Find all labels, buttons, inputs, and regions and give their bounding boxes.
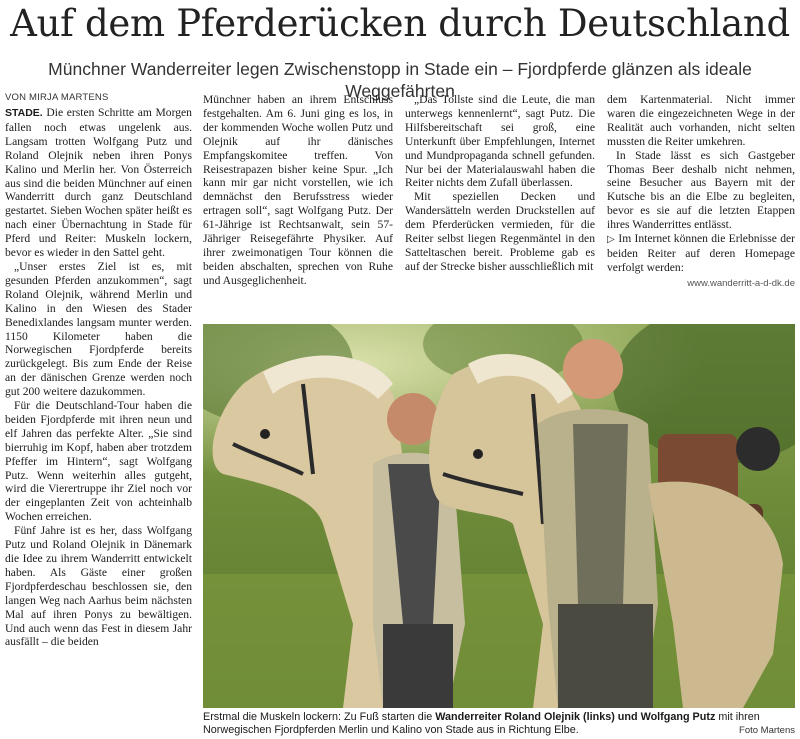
paragraph: Für die Deutschland-Tour haben die beiden Fjordpferde mit ihren neun und elf Jahren das perfekte Alter. „Sie sind bierruhig im Kopf, haben aber trotzdem Pfeffer im Hintern“, sagt Wolfgang Putz. Wenn weiterhin alles gutgeht, wird die Vierertruppe ihr Ziel noch vor der eingeplanten Zeit von achteinhalb Wochen erreichen.	[5, 399, 192, 524]
paragraph: In Stade lässt es sich Gastgeber Thomas Beer deshalb nicht nehmen, seine Besucher aus Bayern mit der Kutsche bis an die Elbe zu begleiten, bevor es sie auf die letzten Etappen ihres Wanderrittes entlässt.	[607, 148, 795, 232]
column-1	[5, 106, 192, 736]
caption-names: Wanderreiter Roland Olejnik (links) und Wolfgang Putz	[435, 711, 716, 723]
photo-caption	[203, 711, 795, 737]
byline: VON MIRJA MARTENS	[5, 92, 109, 103]
paragraph: dem Kartenmaterial. Nicht immer waren die eingezeichneten Wege in der Realität auch vorhanden, nicht selten mussten die Reiter umkehren.	[607, 93, 795, 148]
paragraph: Mit speziellen Decken und Wandersätteln werden Druckstellen auf dem Pferderücken vermieden, für die Reiter selbst liegen Regenmäntel in den Satteltaschen bereit. Probleme gab es auf der Strecke bisher ausschließlich mit	[405, 190, 595, 273]
paragraph	[5, 106, 192, 260]
dateline: STADE.	[5, 107, 43, 119]
column-4	[607, 93, 795, 318]
photo-credit: Foto Martens	[739, 725, 795, 736]
paragraph-text: Die ersten Schritte am Morgen fallen noch etwas ungelenk aus. Langsam trotten Wolfgang Putz und Roland Olejnik neben ihren Ponys Kalino und Merlin her. Von Österreich aus sind die beiden Münchner auf einen Wanderritt durch ganz Deutschland gestartet. Sieben Wochen später heißt es nach einer Übernachtung in Stade für Pferd und Reiter: Muskeln lockern, bevor es wieder in den Sattel geht.	[5, 106, 192, 260]
caption-tail: mit ihren Norwegischen Fjordpferden Merlin und Kalino von Stade aus in Richtung Elbe.	[203, 711, 760, 736]
column-2	[203, 93, 393, 318]
paragraph: Münchner haben an ihrem Entschluss festgehalten. Am 6. Juni ging es los, in der kommenden Woche wollen Putz und Olejnik auf ihr dänisches Empfangskomitee treffen. Von Reisestrapazen bisher keine Spur. „Ich kann mir gar nicht vorstellen, wie ich demnächst den Berufsstress wieder ertragen soll“, sagt Wolfgang Putz. Der 61-Jährige ist Rechtsanwalt, sein 57-Jähriger Reisegefährte Physiker. Auf ihrer zweimonatigen Tour können die beiden abschalten, sprechen von Ruhe und Ausgeglichenheit.	[203, 93, 393, 287]
headline: Auf dem Pferderücken durch Deutschland	[10, 2, 790, 45]
article-photo	[203, 324, 795, 708]
arrow-icon: ▷	[607, 234, 616, 246]
caption-lead: Erstmal die Muskeln lockern: Zu Fuß starten die	[203, 711, 436, 723]
subheadline: Münchner Wanderreiter legen Zwischenstopp in Stade ein – Fjordpferde glänzen als ideale Weggefährten	[48, 59, 752, 101]
photo-illustration	[203, 324, 795, 708]
paragraph: „Das Tollste sind die Leute, die man unterwegs kennenlernt“, sagt Putz. Die Hilfsbereitschaft sei groß, eine Unterkunft über Empfehlungen, Internet und Mundpropaganda schnell gefunden. Nur bei der Materialauswahl haben die Reiter nichts dem Zufall überlassen.	[405, 93, 595, 190]
column-3	[405, 93, 595, 318]
paragraph: Fünf Jahre ist es her, dass Wolfgang Putz und Roland Olejnik in Dänemark die Idee zu ihrem Wanderritt entwickelt haben. Als Gäste einer großen Fjordpferdeschau beschlossen sie, den langen Weg nach Aarhus beim nächsten Mal auf ihren Ponys zu bewältigen. Und auch wenn das Fest in diesem Jahr ausfällt – die beiden	[5, 524, 192, 649]
paragraph: „Unser erstes Ziel ist es, mit gesunden Pferden anzukommen“, sagt Roland Olejnik, während Merlin und Kalino in den Wiesen des Stader Benedixlandes langsam munter werden. 1150 Kilometer haben die Norwegischen Fjordpferde bereits zurückgelegt. Bis zum Ende der Reise an der dänischen Grenze werden noch gut 200 weitere dazukommen.	[5, 259, 192, 399]
paragraph	[607, 232, 795, 275]
homepage-link[interactable]: www.wanderritt-a-d-dk.de	[687, 277, 795, 289]
paragraph-text: Im Internet können die Erlebnisse der beiden Reiter auf deren Homepage verfolgt werden:	[607, 232, 795, 274]
